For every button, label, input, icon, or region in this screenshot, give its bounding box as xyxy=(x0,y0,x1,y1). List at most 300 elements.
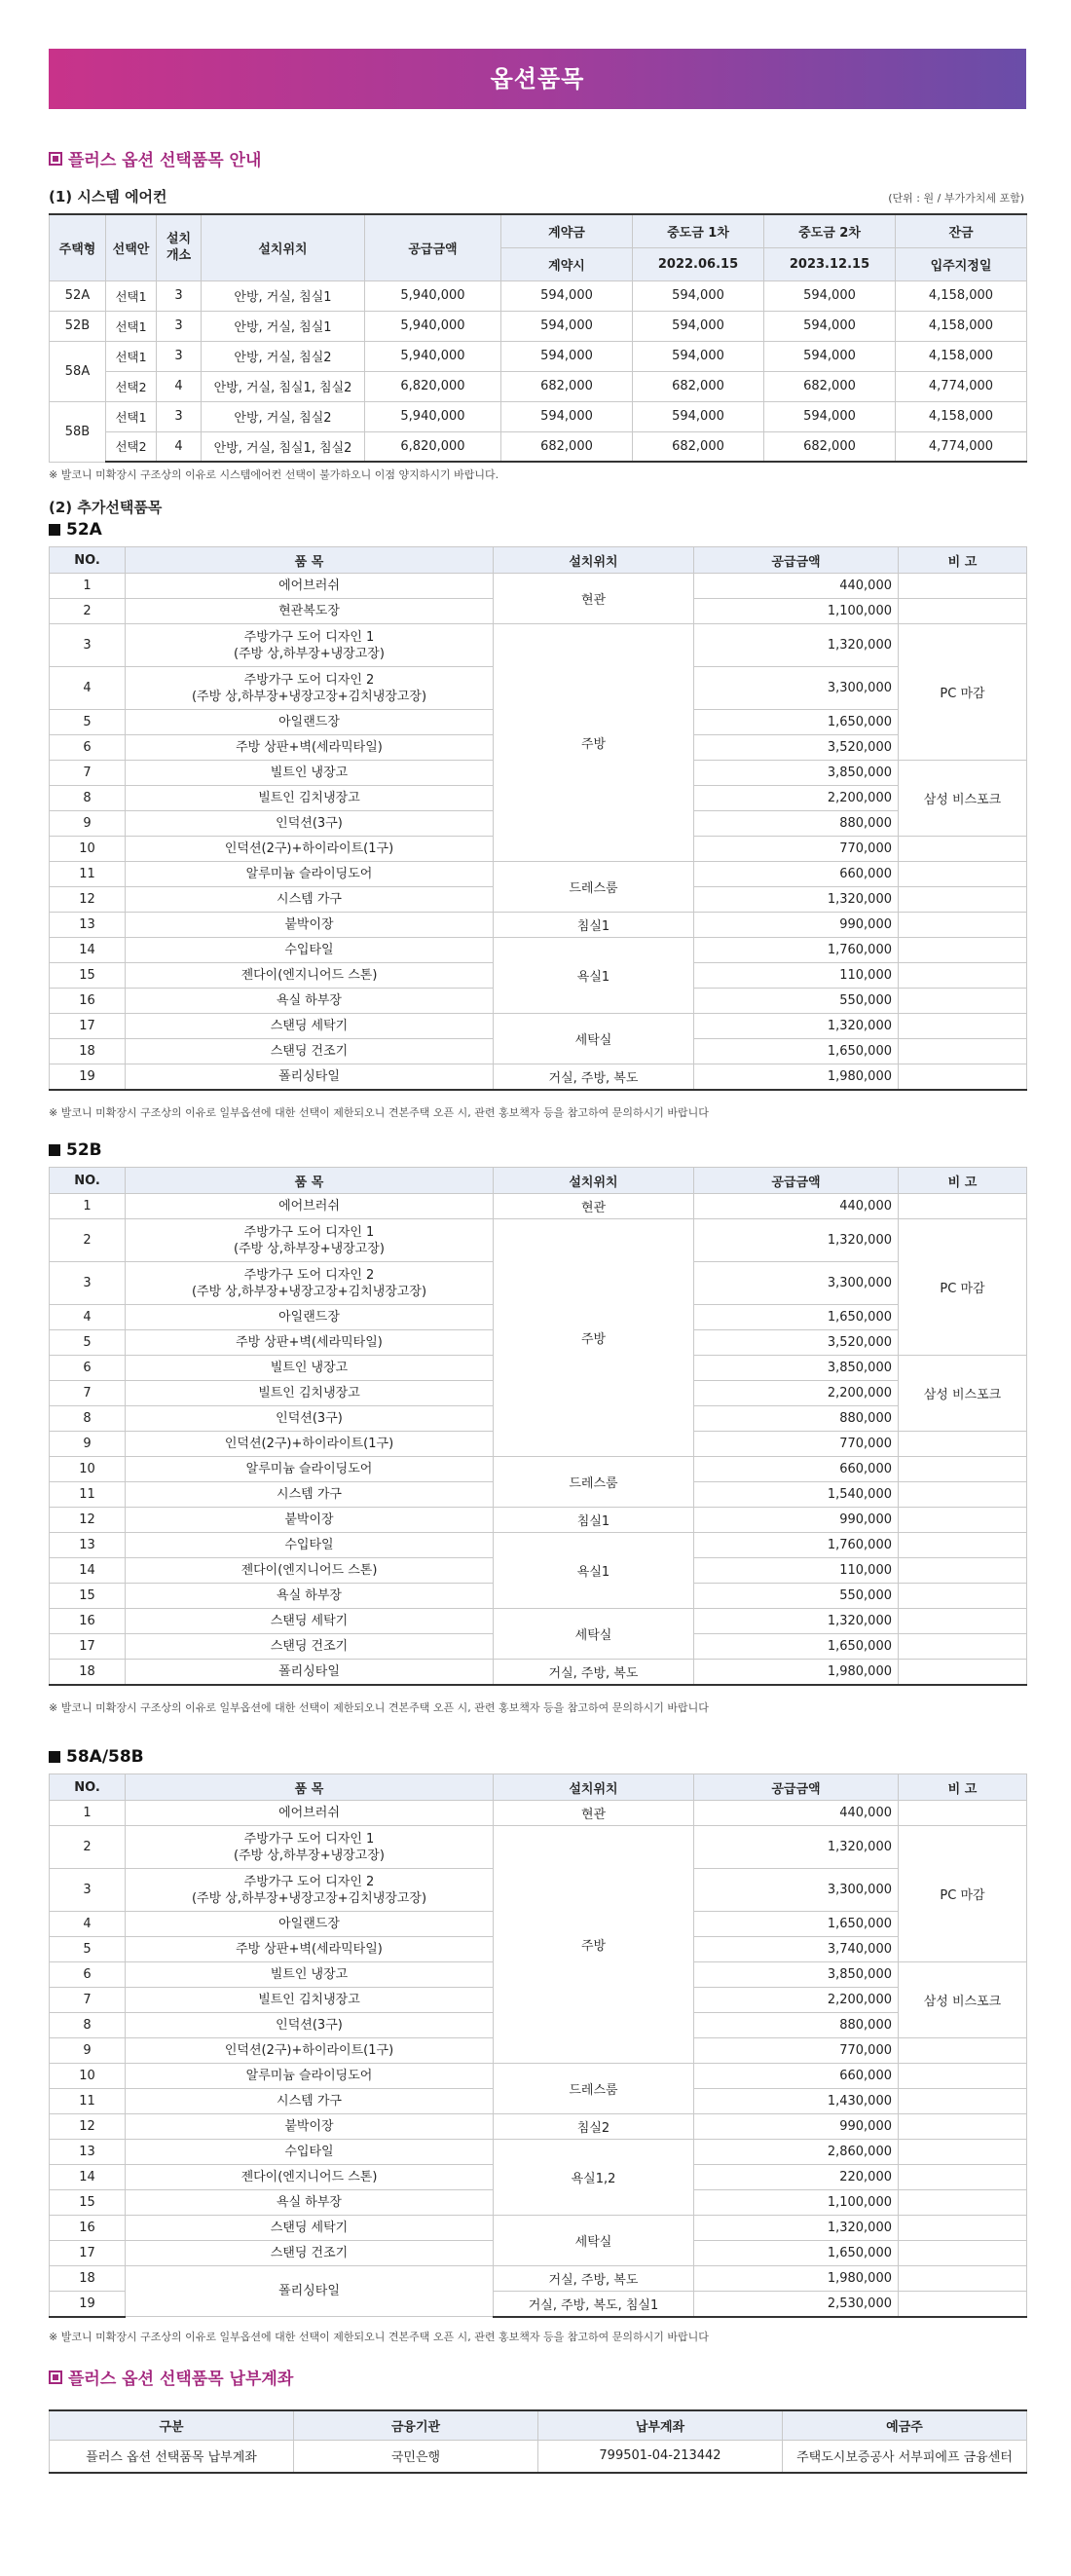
cell-price: 990,000 xyxy=(694,2114,899,2140)
cell-no: 16 xyxy=(50,989,126,1014)
cell-no: 2 xyxy=(50,1219,126,1262)
cell-item: 수입타일 xyxy=(126,938,494,963)
cell-price: 1,980,000 xyxy=(694,1660,899,1685)
cell-mid1: 594,000 xyxy=(633,280,764,311)
cell-option: 선택1 xyxy=(106,341,157,371)
cell-price: 1,430,000 xyxy=(694,2089,899,2114)
cell-remark xyxy=(899,1508,1027,1533)
cell-item: 수입타일 xyxy=(126,1533,494,1558)
cell-balance: 4,774,000 xyxy=(896,431,1027,462)
cell-no: 19 xyxy=(50,1064,126,1090)
table-58-title-text: 58A/58B xyxy=(66,1747,144,1767)
square-bullet-icon xyxy=(49,2371,62,2384)
cell-deposit: 594,000 xyxy=(501,280,633,311)
col-location: 설치위치 xyxy=(494,547,694,574)
cell-location: 거실, 주방, 복도 xyxy=(494,2266,694,2292)
table-58 xyxy=(49,1773,1027,2318)
cell-deposit: 594,000 xyxy=(501,341,633,371)
cell-balance: 4,158,000 xyxy=(896,311,1027,341)
cell-price: 2,530,000 xyxy=(694,2292,899,2317)
account-number: 799501-04-213442 xyxy=(538,2440,783,2473)
cell-no: 18 xyxy=(50,1039,126,1064)
cell-location: 거실, 주방, 복도 xyxy=(494,1660,694,1685)
cell-price: 1,980,000 xyxy=(694,2266,899,2292)
cell-item: 스탠딩 건조기 xyxy=(126,1039,494,1064)
cell-location: 주방 xyxy=(494,1219,694,1457)
cell-no: 6 xyxy=(50,1962,126,1988)
cell-balance: 4,158,000 xyxy=(896,280,1027,311)
cell-remark xyxy=(899,1014,1027,1039)
cell-item: 알루미늄 슬라이딩도어 xyxy=(126,2064,494,2089)
cell-mid2: 682,000 xyxy=(764,371,896,401)
col-deposit: 계약금 xyxy=(501,214,633,247)
cell-deposit: 682,000 xyxy=(501,371,633,401)
col-mid2-sub: 2023.12.15 xyxy=(764,247,896,280)
table-52a-title-text: 52A xyxy=(66,520,102,540)
cell-price: 2,200,000 xyxy=(694,1381,899,1406)
col-price: 공급금액 xyxy=(694,547,899,574)
cell-no: 3 xyxy=(50,1869,126,1912)
cell-remark: 삼성 비스포크 xyxy=(899,1962,1027,2038)
account-col-bank: 금융기관 xyxy=(294,2410,538,2440)
table-row xyxy=(50,2064,1027,2089)
cell-item: 붙박이장 xyxy=(126,2114,494,2140)
cell-price: 110,000 xyxy=(694,1558,899,1584)
cell-balance: 4,774,000 xyxy=(896,371,1027,401)
table-52a xyxy=(49,546,1027,1091)
cell-remark xyxy=(899,1660,1027,1685)
account-col-type: 구분 xyxy=(50,2410,294,2440)
cell-item: 에어브러쉬 xyxy=(126,1801,494,1826)
col-no: NO. xyxy=(50,1168,126,1194)
cell-remark xyxy=(899,599,1027,624)
cell-count: 4 xyxy=(157,431,202,462)
cell-price: 1,320,000 xyxy=(694,1219,899,1262)
cell-remark xyxy=(899,938,1027,963)
cell-item: 인덕션(2구)+하이라이트(1구) xyxy=(126,1432,494,1457)
cell-price: 880,000 xyxy=(694,811,899,837)
cell-no: 11 xyxy=(50,2089,126,2114)
cell-location: 드레스룸 xyxy=(494,1457,694,1508)
cell-remark xyxy=(899,1482,1027,1508)
cell-option: 선택1 xyxy=(106,280,157,311)
cell-no: 3 xyxy=(50,624,126,667)
cell-remark xyxy=(899,862,1027,887)
cell-no: 6 xyxy=(50,1356,126,1381)
cell-item: 빌트인 김치냉장고 xyxy=(126,786,494,811)
cell-price: 1,760,000 xyxy=(694,1533,899,1558)
cell-item: 스탠딩 세탁기 xyxy=(126,2216,494,2241)
cell-no: 12 xyxy=(50,1508,126,1533)
cell-remark: PC 마감 xyxy=(899,624,1027,761)
cell-item: 빌트인 김치냉장고 xyxy=(126,1381,494,1406)
cell-no: 12 xyxy=(50,2114,126,2140)
cell-no: 11 xyxy=(50,1482,126,1508)
cell-no: 13 xyxy=(50,2140,126,2165)
cell-price: 3,520,000 xyxy=(694,1330,899,1356)
cell-item: 폴리싱타일 xyxy=(126,1064,494,1090)
cell-price: 1,650,000 xyxy=(694,1305,899,1330)
cell-option: 선택2 xyxy=(106,371,157,401)
cell-no: 18 xyxy=(50,1660,126,1685)
cell-price: 990,000 xyxy=(694,1508,899,1533)
cell-no: 1 xyxy=(50,1194,126,1219)
cell-remark xyxy=(899,2292,1027,2317)
cell-no: 17 xyxy=(50,1634,126,1660)
cell-type: 52B xyxy=(50,311,106,341)
cell-price: 3,300,000 xyxy=(694,1262,899,1305)
cell-price: 770,000 xyxy=(694,837,899,862)
cell-location: 욕실1 xyxy=(494,938,694,1014)
cell-price: 1,650,000 xyxy=(694,1912,899,1937)
cell-count: 4 xyxy=(157,371,202,401)
cell-no: 15 xyxy=(50,1584,126,1609)
cell-no: 9 xyxy=(50,2038,126,2064)
cell-count: 3 xyxy=(157,280,202,311)
cell-price: 3,520,000 xyxy=(694,735,899,761)
cell-location: 드레스룸 xyxy=(494,862,694,913)
cell-price: 660,000 xyxy=(694,862,899,887)
cell-type: 58B xyxy=(50,401,106,462)
cell-no: 14 xyxy=(50,2165,126,2190)
cell-item: 인덕션(3구) xyxy=(126,1406,494,1432)
cell-item: 시스템 가구 xyxy=(126,2089,494,2114)
cell-location: 드레스룸 xyxy=(494,2064,694,2114)
cell-no: 6 xyxy=(50,735,126,761)
cell-item: 욕실 하부장 xyxy=(126,1584,494,1609)
cell-no: 14 xyxy=(50,1558,126,1584)
cell-mid1: 594,000 xyxy=(633,311,764,341)
cell-mid2: 682,000 xyxy=(764,431,896,462)
cell-location: 침실1 xyxy=(494,913,694,938)
cell-deposit: 682,000 xyxy=(501,431,633,462)
cell-item: 스탠딩 건조기 xyxy=(126,1634,494,1660)
cell-option: 선택1 xyxy=(106,311,157,341)
cell-price: 3,300,000 xyxy=(694,1869,899,1912)
col-mid1-sub: 2022.06.15 xyxy=(633,247,764,280)
cell-balance: 4,158,000 xyxy=(896,401,1027,431)
cell-no: 12 xyxy=(50,887,126,913)
cell-count: 3 xyxy=(157,401,202,431)
cell-item: 알루미늄 슬라이딩도어 xyxy=(126,862,494,887)
cell-item: 빌트인 냉장고 xyxy=(126,761,494,786)
cell-price: 440,000 xyxy=(694,1801,899,1826)
table-row xyxy=(50,2216,1027,2241)
cell-remark xyxy=(899,2140,1027,2165)
cell-remark xyxy=(899,2216,1027,2241)
table-row xyxy=(50,1219,1027,1262)
cell-remark xyxy=(899,1558,1027,1584)
col-mid1: 중도금 1차 xyxy=(633,214,764,247)
cell-item: 시스템 가구 xyxy=(126,1482,494,1508)
table-row xyxy=(50,1064,1027,1090)
cell-location: 안방, 거실, 침실1, 침실2 xyxy=(202,431,365,462)
cell-location: 침실1 xyxy=(494,1508,694,1533)
cell-item: 주방가구 도어 디자인 1 (주방 상,하부장+냉장고장) xyxy=(126,624,494,667)
cell-remark xyxy=(899,1194,1027,1219)
black-square-icon xyxy=(49,1751,60,1763)
black-square-icon xyxy=(49,524,60,536)
cell-item: 스탠딩 건조기 xyxy=(126,2241,494,2266)
cell-price: 1,320,000 xyxy=(694,624,899,667)
cell-item: 욕실 하부장 xyxy=(126,2190,494,2216)
cell-item: 젠다이(엔지니어드 스톤) xyxy=(126,963,494,989)
cell-location: 안방, 거실, 침실2 xyxy=(202,341,365,371)
cell-location: 세탁실 xyxy=(494,1609,694,1660)
account-holder: 주택도시보증공사 서부피에프 금융센터 xyxy=(783,2440,1027,2473)
col-remark: 비 고 xyxy=(899,1774,1027,1801)
cell-price: 1,320,000 xyxy=(694,2216,899,2241)
cell-item: 빌트인 냉장고 xyxy=(126,1356,494,1381)
cell-no: 4 xyxy=(50,1912,126,1937)
cell-location: 안방, 거실, 침실1, 침실2 xyxy=(202,371,365,401)
cell-no: 9 xyxy=(50,811,126,837)
cell-item: 아일랜드장 xyxy=(126,710,494,735)
col-item: 품 목 xyxy=(126,1774,494,1801)
cell-no: 5 xyxy=(50,1330,126,1356)
cell-remark xyxy=(899,1533,1027,1558)
cell-item: 폴리싱타일 xyxy=(126,2266,494,2317)
cell-item: 젠다이(엔지니어드 스톤) xyxy=(126,2165,494,2190)
col-location: 설치위치 xyxy=(494,1168,694,1194)
table-row xyxy=(50,1801,1027,1826)
cell-item: 현관복도장 xyxy=(126,599,494,624)
cell-item: 젠다이(엔지니어드 스톤) xyxy=(126,1558,494,1584)
cell-item: 주방가구 도어 디자인 2 (주방 상,하부장+냉장고장+김치냉장고장) xyxy=(126,667,494,710)
cell-no: 5 xyxy=(50,1937,126,1962)
col-remark: 비 고 xyxy=(899,1168,1027,1194)
cell-remark xyxy=(899,989,1027,1014)
cell-item: 알루미늄 슬라이딩도어 xyxy=(126,1457,494,1482)
col-balance: 잔금 xyxy=(896,214,1027,247)
col-no: NO. xyxy=(50,1774,126,1801)
cell-no: 4 xyxy=(50,667,126,710)
cell-price: 2,200,000 xyxy=(694,786,899,811)
cell-price: 6,820,000 xyxy=(365,431,501,462)
table-row xyxy=(50,431,1027,462)
cell-no: 17 xyxy=(50,2241,126,2266)
col-item: 품 목 xyxy=(126,547,494,574)
table-row xyxy=(50,574,1027,599)
cell-no: 1 xyxy=(50,574,126,599)
cell-item: 붙박이장 xyxy=(126,913,494,938)
table-row xyxy=(50,2140,1027,2165)
cell-location: 욕실1,2 xyxy=(494,2140,694,2216)
table-row xyxy=(50,1457,1027,1482)
cell-item: 인덕션(2구)+하이라이트(1구) xyxy=(126,837,494,862)
cell-price: 660,000 xyxy=(694,1457,899,1482)
square-bullet-icon xyxy=(49,152,62,166)
col-price: 공급금액 xyxy=(694,1168,899,1194)
cell-item: 주방가구 도어 디자인 1 (주방 상,하부장+냉장고장) xyxy=(126,1219,494,1262)
cell-price: 3,850,000 xyxy=(694,761,899,786)
col-location: 설치위치 xyxy=(202,214,365,280)
cell-remark xyxy=(899,2190,1027,2216)
cell-item: 빌트인 김치냉장고 xyxy=(126,1988,494,2013)
cell-item: 에어브러쉬 xyxy=(126,1194,494,1219)
col-mid2: 중도금 2차 xyxy=(764,214,896,247)
cell-location: 현관 xyxy=(494,574,694,624)
cell-price: 770,000 xyxy=(694,2038,899,2064)
table-row xyxy=(50,624,1027,667)
table-row xyxy=(50,1508,1027,1533)
cell-price: 1,320,000 xyxy=(694,1826,899,1869)
cell-location: 욕실1 xyxy=(494,1533,694,1609)
cell-price: 660,000 xyxy=(694,2064,899,2089)
table-row xyxy=(50,1533,1027,1558)
cell-remark xyxy=(899,2064,1027,2089)
cell-count: 3 xyxy=(157,311,202,341)
cell-no: 10 xyxy=(50,2064,126,2089)
cell-price: 5,940,000 xyxy=(365,280,501,311)
cell-price: 990,000 xyxy=(694,913,899,938)
cell-location: 거실, 주방, 복도 xyxy=(494,1064,694,1090)
cell-type: 58A xyxy=(50,341,106,401)
cell-price: 1,760,000 xyxy=(694,938,899,963)
cell-item: 빌트인 냉장고 xyxy=(126,1962,494,1988)
cell-price: 220,000 xyxy=(694,2165,899,2190)
cell-remark xyxy=(899,2266,1027,2292)
cell-remark xyxy=(899,1584,1027,1609)
cell-item: 주방가구 도어 디자인 2 (주방 상,하부장+냉장고장+김치냉장고장) xyxy=(126,1262,494,1305)
cell-item: 아일랜드장 xyxy=(126,1305,494,1330)
cell-price: 1,650,000 xyxy=(694,1039,899,1064)
cell-remark: PC 마감 xyxy=(899,1826,1027,1962)
table-row xyxy=(50,1014,1027,1039)
cell-no: 15 xyxy=(50,2190,126,2216)
cell-remark xyxy=(899,1801,1027,1826)
cell-mid2: 594,000 xyxy=(764,311,896,341)
cell-price: 1,320,000 xyxy=(694,1609,899,1634)
cell-price: 2,860,000 xyxy=(694,2140,899,2165)
cell-mid2: 594,000 xyxy=(764,341,896,371)
cell-option: 선택1 xyxy=(106,401,157,431)
cell-mid1: 594,000 xyxy=(633,401,764,431)
col-remark: 비 고 xyxy=(899,547,1027,574)
cell-no: 4 xyxy=(50,1305,126,1330)
cell-mid1: 682,000 xyxy=(633,431,764,462)
cell-location: 안방, 거실, 침실1 xyxy=(202,311,365,341)
cell-price: 550,000 xyxy=(694,989,899,1014)
cell-remark xyxy=(899,963,1027,989)
table-52b-note: ※ 발코니 미확장시 구조상의 이유로 일부옵션에 대한 선택이 제한되오니 견본주택 오픈 시, 관련 홍보책자 등을 참고하여 문의하시기 바랍니다 xyxy=(49,1701,709,1714)
table-52a-note: ※ 발코니 미확장시 구조상의 이유로 일부옵션에 대한 선택이 제한되오니 견본주택 오픈 시, 관련 홍보책자 등을 참고하여 문의하시기 바랍니다 xyxy=(49,1106,709,1119)
table-row xyxy=(50,1194,1027,1219)
col-item: 품 목 xyxy=(126,1168,494,1194)
table-row xyxy=(50,2114,1027,2140)
cell-item: 주방 상판+벽(세라믹타일) xyxy=(126,1330,494,1356)
cell-no: 10 xyxy=(50,837,126,862)
table-52b xyxy=(49,1167,1027,1686)
table-52b-title-text: 52B xyxy=(66,1140,102,1160)
cell-no: 7 xyxy=(50,761,126,786)
table-row xyxy=(50,371,1027,401)
cell-no: 15 xyxy=(50,963,126,989)
black-square-icon xyxy=(49,1144,60,1156)
cell-price: 3,300,000 xyxy=(694,667,899,710)
cell-no: 2 xyxy=(50,1826,126,1869)
table-52a-title xyxy=(49,520,102,540)
extra-title: (2) 추가선택품목 xyxy=(49,499,163,516)
cell-remark xyxy=(899,1432,1027,1457)
cell-no: 3 xyxy=(50,1262,126,1305)
cell-deposit: 594,000 xyxy=(501,401,633,431)
cell-price: 1,100,000 xyxy=(694,599,899,624)
cell-price: 5,940,000 xyxy=(365,341,501,371)
cell-item: 스탠딩 세탁기 xyxy=(126,1014,494,1039)
cell-location: 주방 xyxy=(494,1826,694,2064)
cell-price: 1,980,000 xyxy=(694,1064,899,1090)
col-price: 공급금액 xyxy=(365,214,501,280)
cell-price: 770,000 xyxy=(694,1432,899,1457)
col-deposit-sub: 계약시 xyxy=(501,247,633,280)
table-row xyxy=(50,2440,1027,2473)
account-section-title-text: 플러스 옵션 선택품목 납부계좌 xyxy=(68,2370,294,2389)
cell-remark xyxy=(899,1609,1027,1634)
page-banner: 옵션품목 xyxy=(49,49,1026,109)
system-ac-title: (1) 시스템 에어컨 xyxy=(49,188,167,205)
cell-location: 세탁실 xyxy=(494,2216,694,2266)
col-no: NO. xyxy=(50,547,126,574)
cell-item: 시스템 가구 xyxy=(126,887,494,913)
table-row xyxy=(50,280,1027,311)
table-58-note: ※ 발코니 미확장시 구조상의 이유로 일부옵션에 대한 선택이 제한되오니 견본주택 오픈 시, 관련 홍보책자 등을 참고하여 문의하시기 바랍니다 xyxy=(49,2331,709,2343)
account-section-title xyxy=(49,2365,293,2389)
cell-remark xyxy=(899,887,1027,913)
cell-remark xyxy=(899,574,1027,599)
cell-no: 7 xyxy=(50,1988,126,2013)
cell-price: 3,740,000 xyxy=(694,1937,899,1962)
cell-remark xyxy=(899,1634,1027,1660)
cell-price: 440,000 xyxy=(694,1194,899,1219)
cell-no: 14 xyxy=(50,938,126,963)
cell-remark xyxy=(899,1039,1027,1064)
col-location: 설치위치 xyxy=(494,1774,694,1801)
col-balance-sub: 입주지정일 xyxy=(896,247,1027,280)
cell-price: 1,650,000 xyxy=(694,710,899,735)
table-row xyxy=(50,862,1027,887)
cell-price: 1,320,000 xyxy=(694,1014,899,1039)
table-row xyxy=(50,401,1027,431)
table-row xyxy=(50,1609,1027,1634)
cell-location: 안방, 거실, 침실1 xyxy=(202,280,365,311)
cell-no: 11 xyxy=(50,862,126,887)
cell-item: 욕실 하부장 xyxy=(126,989,494,1014)
cell-price: 1,320,000 xyxy=(694,887,899,913)
cell-no: 8 xyxy=(50,1406,126,1432)
system-ac-table xyxy=(49,213,1027,463)
cell-no: 2 xyxy=(50,599,126,624)
system-ac-note: ※ 발코니 미확장시 구조상의 이유로 시스템에어컨 선택이 불가하오니 이점 양지하시기 바랍니다. xyxy=(49,468,499,481)
cell-price: 880,000 xyxy=(694,2013,899,2038)
cell-price: 1,540,000 xyxy=(694,1482,899,1508)
cell-item: 주방가구 도어 디자인 1 (주방 상,하부장+냉장고장) xyxy=(126,1826,494,1869)
cell-remark xyxy=(899,2114,1027,2140)
cell-no: 5 xyxy=(50,710,126,735)
cell-item: 주방 상판+벽(세라믹타일) xyxy=(126,735,494,761)
cell-price: 2,200,000 xyxy=(694,1988,899,2013)
cell-item: 주방가구 도어 디자인 2 (주방 상,하부장+냉장고장+김치냉장고장) xyxy=(126,1869,494,1912)
cell-location: 주방 xyxy=(494,624,694,862)
cell-balance: 4,158,000 xyxy=(896,341,1027,371)
cell-no: 19 xyxy=(50,2292,126,2317)
cell-item: 폴리싱타일 xyxy=(126,1660,494,1685)
cell-remark xyxy=(899,2241,1027,2266)
cell-remark xyxy=(899,837,1027,862)
cell-mid2: 594,000 xyxy=(764,401,896,431)
table-row xyxy=(50,1660,1027,1685)
unit-note: (단위 : 원 / 부가가치세 포함) xyxy=(888,192,1024,205)
